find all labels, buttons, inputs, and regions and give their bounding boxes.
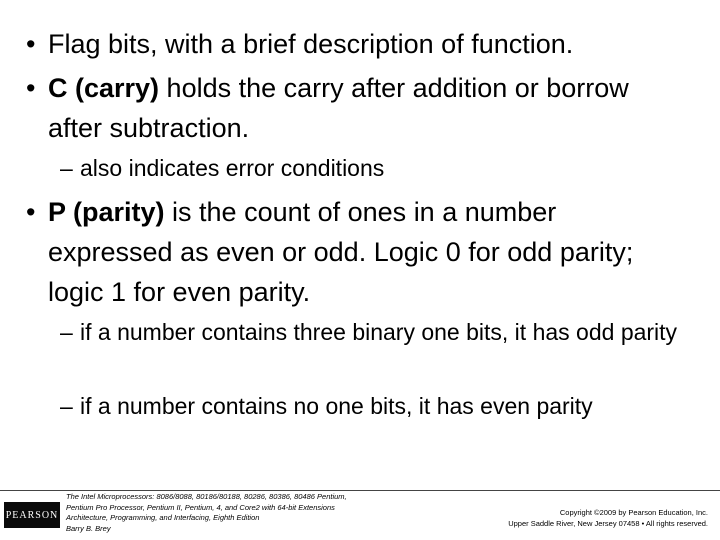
footer-divider — [0, 490, 720, 491]
publisher-address: Upper Saddle River, New Jersey 07458 • All rights reserved. — [508, 519, 708, 528]
bullet-text — [48, 192, 688, 312]
book-title-line3: Architecture, Programming, and Interfacing, Eighth Edition — [66, 513, 260, 522]
sub-bullet-text: if a number contains three binary one bits, it has odd parity — [80, 319, 678, 345]
sub-bullet-text: if a number contains no one bits, it has even parity — [80, 393, 593, 419]
pearson-logo: PEARSON — [4, 502, 60, 528]
bullet-text — [48, 68, 688, 148]
carry-description: holds the carry after addition or borrow after subtraction. — [48, 73, 629, 143]
dash-icon: – — [60, 155, 73, 181]
bullet-text: Flag bits, with a brief description of function. — [48, 29, 574, 59]
book-title-line2: Pentium Pro Processor, Pentium II, Pentium, 4, and Core2 with 64-bit Extensions — [66, 502, 335, 512]
dash-icon: – — [60, 393, 73, 419]
footer-copyright — [448, 507, 708, 529]
sub-bullet-text: also indicates error conditions — [80, 155, 385, 181]
term-parity: P (parity) — [48, 197, 165, 227]
dash-icon: – — [60, 319, 73, 345]
book-author: Barry B. Brey — [66, 523, 111, 533]
book-title-line1: The Intel Microprocessors: 8086/8088, 80186/80188, 80286, 80386, 80486 Pentium, — [66, 492, 347, 501]
bullet-icon: • — [26, 29, 36, 59]
parity-description: is the count of ones in a number expressed as even or odd. Logic 0 for odd parity; logic 1 for even parity. — [48, 197, 634, 307]
bullet-icon: • — [26, 73, 36, 103]
footer-book-info — [66, 492, 396, 534]
bullet-icon: • — [26, 197, 36, 227]
copyright-text: Copyright ©2009 by Pearson Education, Inc. — [559, 508, 708, 517]
term-carry: C (carry) — [48, 73, 160, 103]
